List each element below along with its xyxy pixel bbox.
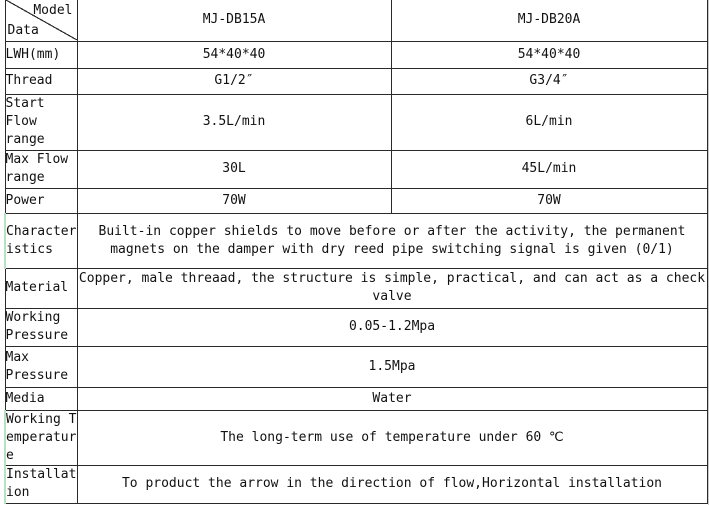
- max-pressure-value: 1.5Mpa: [77, 346, 707, 387]
- row-installation: [5, 465, 707, 503]
- row-characteristics: [5, 213, 707, 268]
- row-label-start-flow: Start Flow range: [5, 94, 77, 150]
- row-power: [5, 188, 707, 213]
- row-working-pressure: [5, 308, 707, 346]
- characteristics-value: Built-in copper shields to move before or after the activity, the permanent magnets on the damper with dry reed pipe switching signal is given (0/1): [77, 213, 707, 268]
- lwh-value-1: 54*40*40: [77, 41, 391, 68]
- start-flow-value-1: 3.5L/min: [77, 94, 391, 150]
- row-label-installation: Installation: [5, 465, 77, 503]
- row-label-lwh: LWH(mm): [5, 41, 77, 68]
- working-temperature-value: The long-term use of temperature under 60 ℃: [77, 410, 707, 465]
- row-label-working-temperature: Working Temperature: [5, 410, 77, 465]
- row-label-max-flow: Max Flow range: [5, 150, 77, 188]
- media-value: Water: [77, 387, 707, 410]
- max-flow-value-2: 45L/min: [391, 150, 707, 188]
- row-material: [5, 268, 707, 308]
- start-flow-value-2: 6L/min: [391, 94, 707, 150]
- installation-value: To product the arrow in the direction of flow,Horizontal installation: [77, 465, 707, 503]
- data-label: Data: [7, 23, 39, 39]
- row-thread: [5, 68, 707, 94]
- row-start-flow: [5, 94, 707, 150]
- material-value: Copper, male threaad, the structure is simple, practical, and can act as a check valve: [77, 268, 707, 308]
- lwh-value-2: 54*40*40: [391, 41, 707, 68]
- row-label-max-pressure: Max Pressure: [5, 346, 77, 387]
- row-lwh: [5, 41, 707, 68]
- row-label-working-pressure: Working Pressure: [5, 308, 77, 346]
- power-value-2: 70W: [391, 188, 707, 213]
- row-label-characteristics: Characteristics: [5, 213, 77, 268]
- header-corner-cell: [5, 0, 77, 41]
- row-working-temperature: [5, 410, 707, 465]
- row-max-pressure: [5, 346, 707, 387]
- model-2-header: MJ-DB20A: [391, 0, 707, 41]
- power-value-1: 70W: [77, 188, 391, 213]
- header-row: [5, 0, 707, 41]
- row-label-power: Power: [5, 188, 77, 213]
- row-label-thread: Thread: [5, 68, 77, 94]
- thread-value-1: G1/2″: [77, 68, 391, 94]
- row-label-material: Material: [5, 268, 77, 308]
- working-pressure-value: 0.05-1.2Mpa: [77, 308, 707, 346]
- model-1-header: MJ-DB15A: [77, 0, 391, 41]
- spec-table: [4, 0, 708, 504]
- row-media: [5, 387, 707, 410]
- model-label: Model: [33, 3, 73, 19]
- thread-value-2: G3/4″: [391, 68, 707, 94]
- max-flow-value-1: 30L: [77, 150, 391, 188]
- row-max-flow: [5, 150, 707, 188]
- row-label-media: Media: [5, 387, 77, 410]
